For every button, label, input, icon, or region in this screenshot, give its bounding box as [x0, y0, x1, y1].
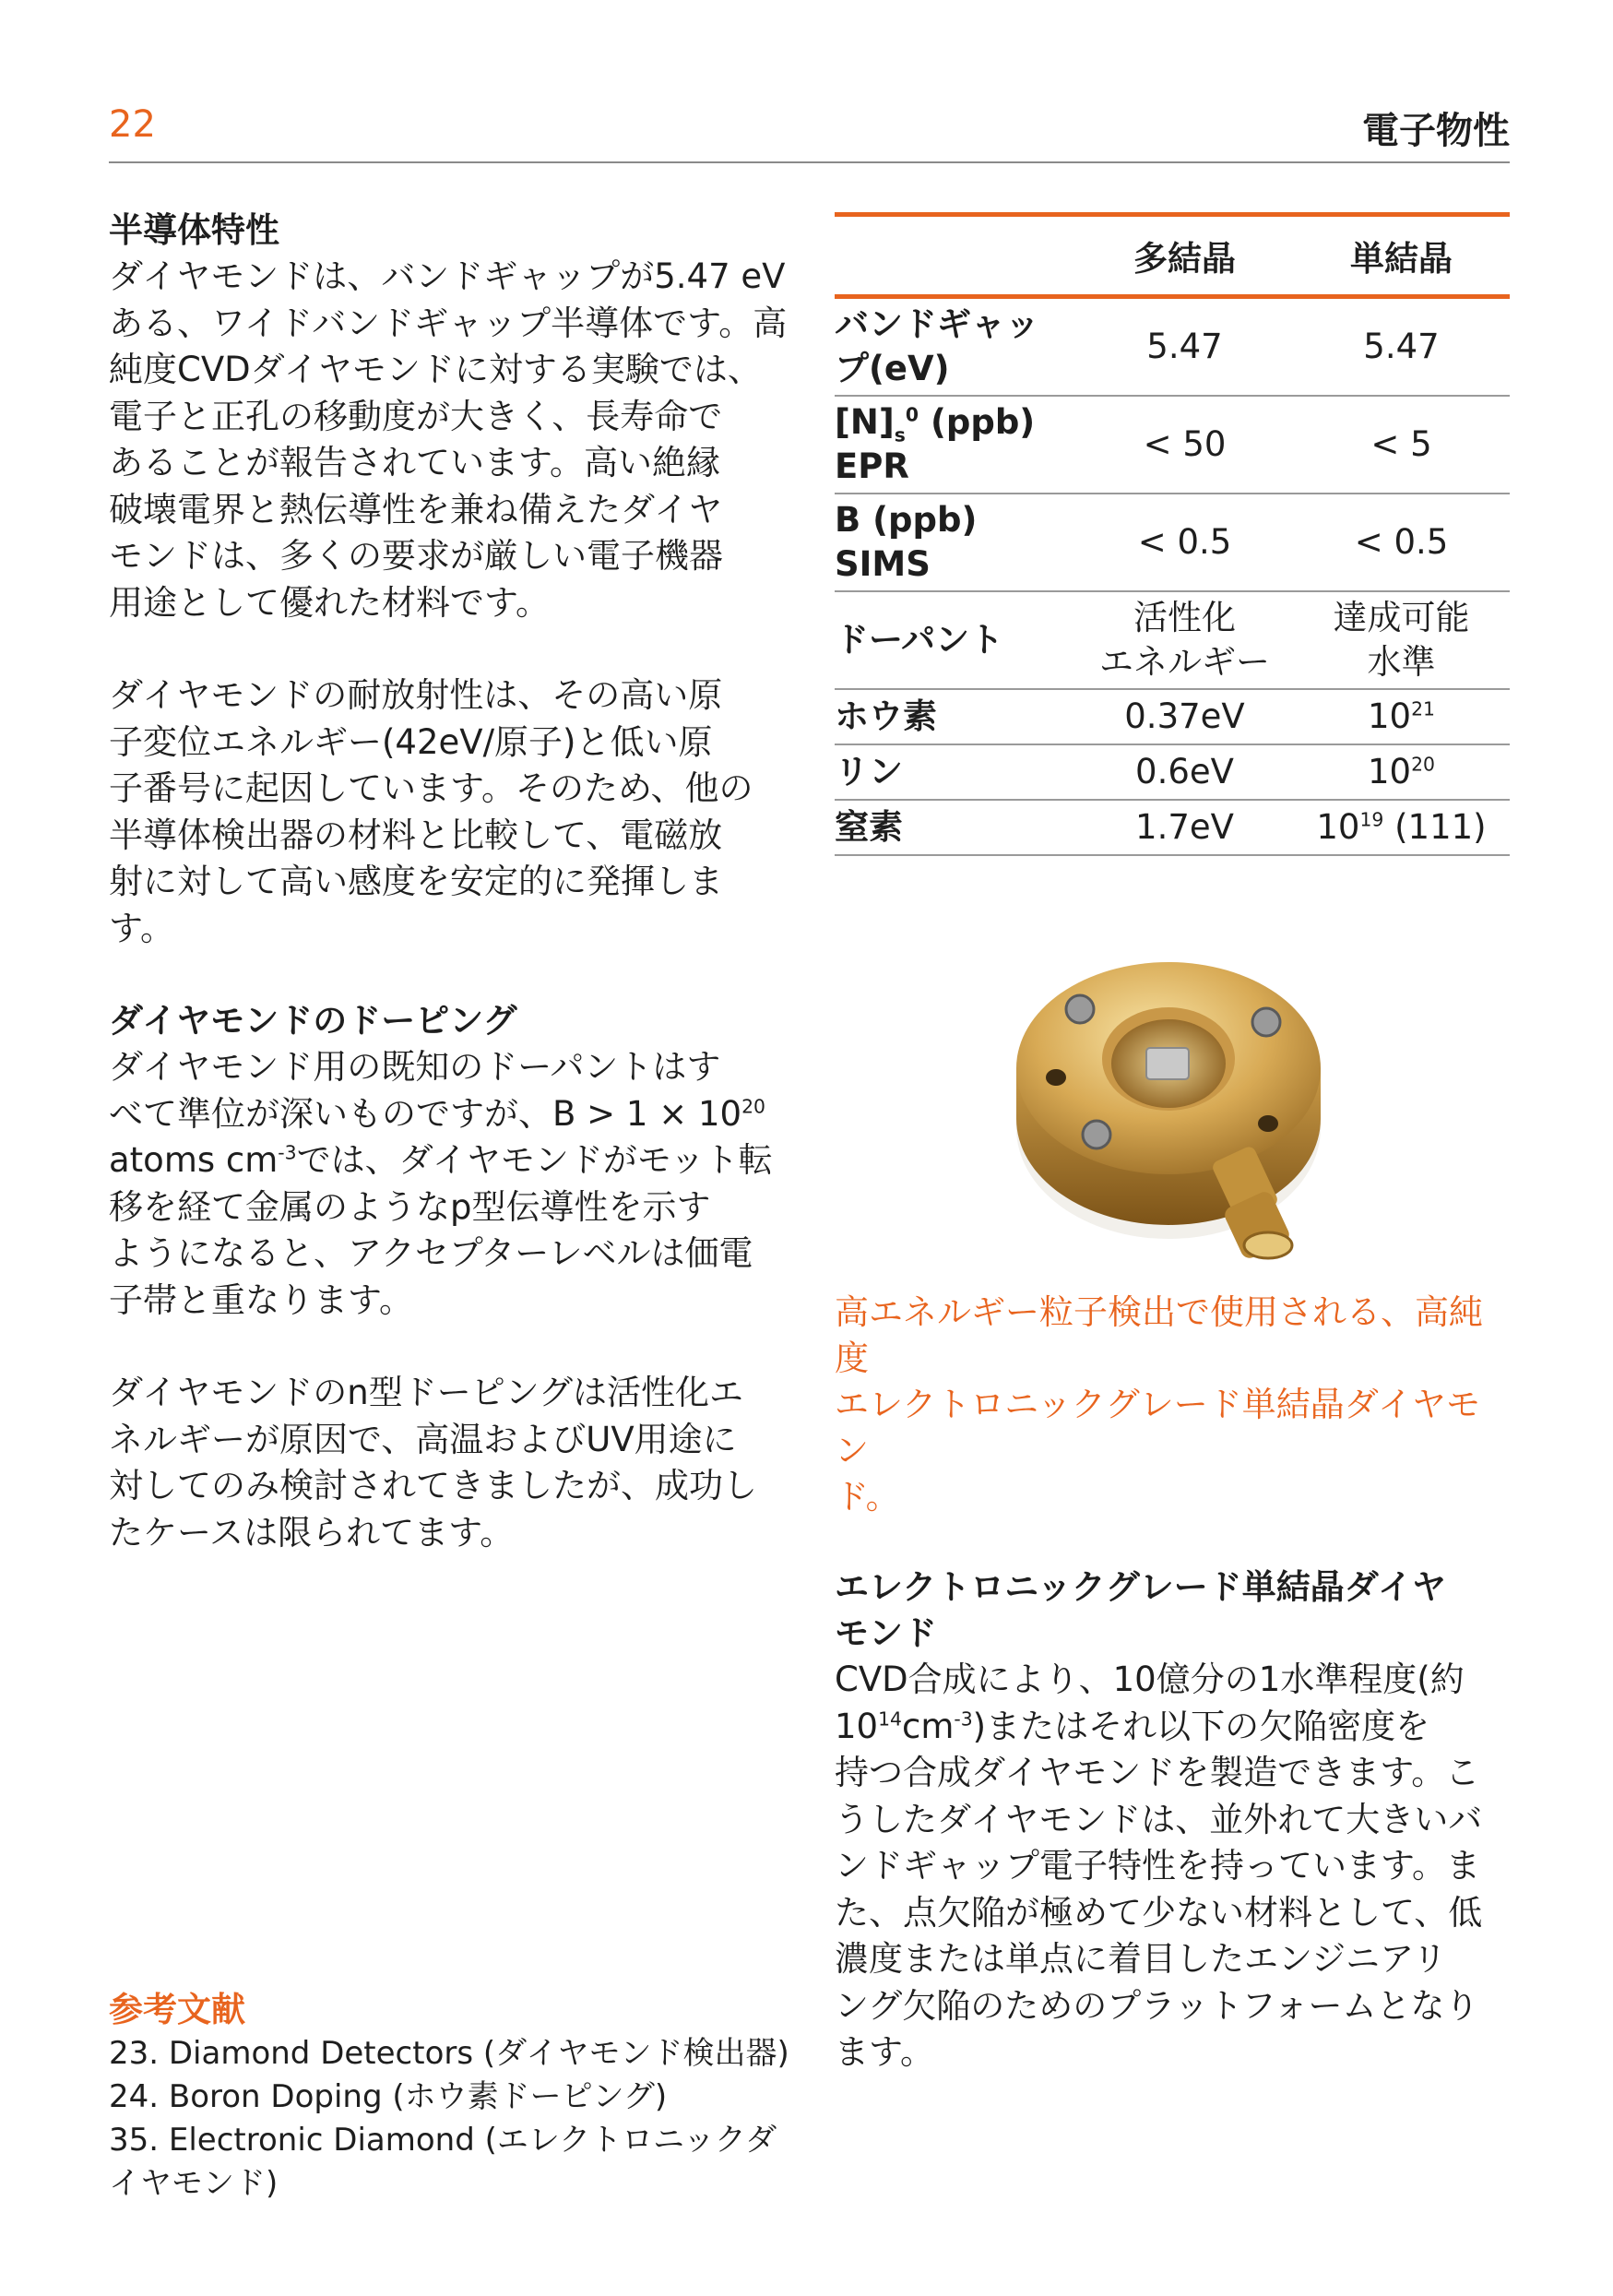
- cell-bandgap-single: 5.47: [1293, 297, 1510, 397]
- left-column: [109, 208, 791, 1556]
- cell-nitrogen-single: < 5: [1293, 396, 1510, 494]
- table-row: [835, 396, 1510, 494]
- detector-photo: [835, 930, 1510, 1262]
- cell-achievable-level-header: 達成可能 水準: [1293, 591, 1510, 689]
- row-label-phosphorus: リン: [835, 744, 1076, 800]
- row-label-dopant: ドーパント: [835, 591, 1076, 689]
- cell-boron-level: $10^{21}$: [1293, 689, 1510, 744]
- row-label-nitrogen: $[N]_s^0$ (ppb) EPR: [835, 396, 1076, 494]
- right-column: [835, 212, 1510, 2076]
- cell-phosphorus-activation: 0.6eV: [1076, 744, 1293, 800]
- header-divider: [109, 161, 1510, 163]
- row-label-bandgap: バンドギャッ プ(eV): [835, 297, 1076, 397]
- cell-phosphorus-level: $10^{20}$: [1293, 744, 1510, 800]
- cell-nitrogen-activation: 1.7eV: [1076, 800, 1293, 855]
- row-label-nitrogen-dopant: 窒素: [835, 800, 1076, 855]
- doping-heading: ダイヤモンドのドーピング: [109, 1001, 517, 1041]
- reference-item: 24. Boron Doping (ホウ素ドーピング): [109, 2078, 668, 2115]
- chapter-title: 電子物性: [1362, 110, 1510, 152]
- doping-paragraph-2: ダイヤモンドのn型ドーピングは活性化エ ネルギーが原因で、高温およびUV用途に 対してのみ検討されてきましたが、成功し たケースは限られてます。: [109, 1373, 757, 1552]
- cell-activation-energy-header: 活性化 エネルギー: [1076, 591, 1293, 689]
- semiconductor-paragraph-2: ダイヤモンドの耐放射性は、その高い原 子変位エネルギー(42eV/原子)と低い原 子番号に起因しています。そのため、他の 半導体検出器の材料と比較して、電磁放 射に対して高い感度を安定的に発揮しま す。: [109, 675, 753, 948]
- table-row: [835, 800, 1510, 855]
- cell-boron-single: < 0.5: [1293, 494, 1510, 591]
- reference-item: イヤモンド): [109, 2165, 279, 2202]
- reference-item: 23. Diamond Detectors (ダイヤモンド検出器): [109, 2035, 789, 2072]
- cell-boron-poly: < 0.5: [1076, 494, 1293, 591]
- photo-caption: 高エネルギー粒子検出で使用される、高純度 エレクトロニックグレード単結晶ダイヤモン ド。: [835, 1292, 1483, 1517]
- table-header-single-crystal: 単結晶: [1293, 215, 1510, 297]
- references-heading: 参考文献: [109, 1990, 245, 2029]
- doping-paragraph-1: ダイヤモンド用の既知のドーパントはす べて準位が深いものですが、$B > 1 \times 10^{20}$ atoms $cm^{-3}$では、ダイヤモンドがモット転 移を経て金属のようなp型伝導性を示す ようになると、アクセプターレベルは価電 子帯と重なります。: [109, 1047, 773, 1320]
- table-header-empty: [835, 215, 1076, 297]
- cell-bandgap-poly: 5.47: [1076, 297, 1293, 397]
- reference-item: 35. Electronic Diamond (エレクトロニックダ: [109, 2122, 777, 2159]
- table-row: [835, 744, 1510, 800]
- page-number: 22: [109, 103, 156, 146]
- electronic-grade-paragraph: CVD合成により、10億分の1水準程度(約 $10^{14}cm^{-3}$)またはそれ以下の欠陥密度を 持つ合成ダイヤモンドを製造できます。こ うしたダイヤモンドは、並外れて大きいバ ンドギャップ電子特性を持っています。ま た、点欠陥が極めて少ない材料として、低 濃度または単点に着目したエンジニアリ ング欠陥のためのプラットフォームとなり ます。: [835, 1660, 1483, 2072]
- electronic-grade-heading: エレクトロニックグレード単結晶ダイヤ モンド: [835, 1567, 1447, 1653]
- table-header-polycrystal: 多結晶: [1076, 215, 1293, 297]
- references: [109, 1988, 791, 2206]
- row-label-boron-dopant: ホウ素: [835, 689, 1076, 744]
- cell-nitrogen-level: $10^{19}$ (111): [1293, 800, 1510, 855]
- semiconductor-heading: 半導体特性: [109, 210, 279, 250]
- table-row: [835, 689, 1510, 744]
- table-row: [835, 494, 1510, 591]
- properties-table: [835, 212, 1510, 856]
- table-header-row: [835, 215, 1510, 297]
- cell-boron-activation: 0.37eV: [1076, 689, 1293, 744]
- row-label-boron: B (ppb) SIMS: [835, 494, 1076, 591]
- semiconductor-paragraph-1: ダイヤモンドは、バンドギャップが5.47 eV ある、ワイドバンドギャップ半導体です。高 純度CVDダイヤモンドに対する実験では、 電子と正孔の移動度が大きく、長寿命で あることが報告されています。高い絶縁 破壊電界と熱伝導性を兼ね備えたダイヤ モンドは、多くの要求が厳しい電子機器 用途として優れた材料です。: [109, 256, 788, 623]
- table-row: [835, 591, 1510, 689]
- electronic-grade-section: [835, 1564, 1510, 2076]
- detector-illustration: [835, 930, 1510, 1262]
- cell-nitrogen-poly: < 50: [1076, 396, 1293, 494]
- table-row: [835, 297, 1510, 397]
